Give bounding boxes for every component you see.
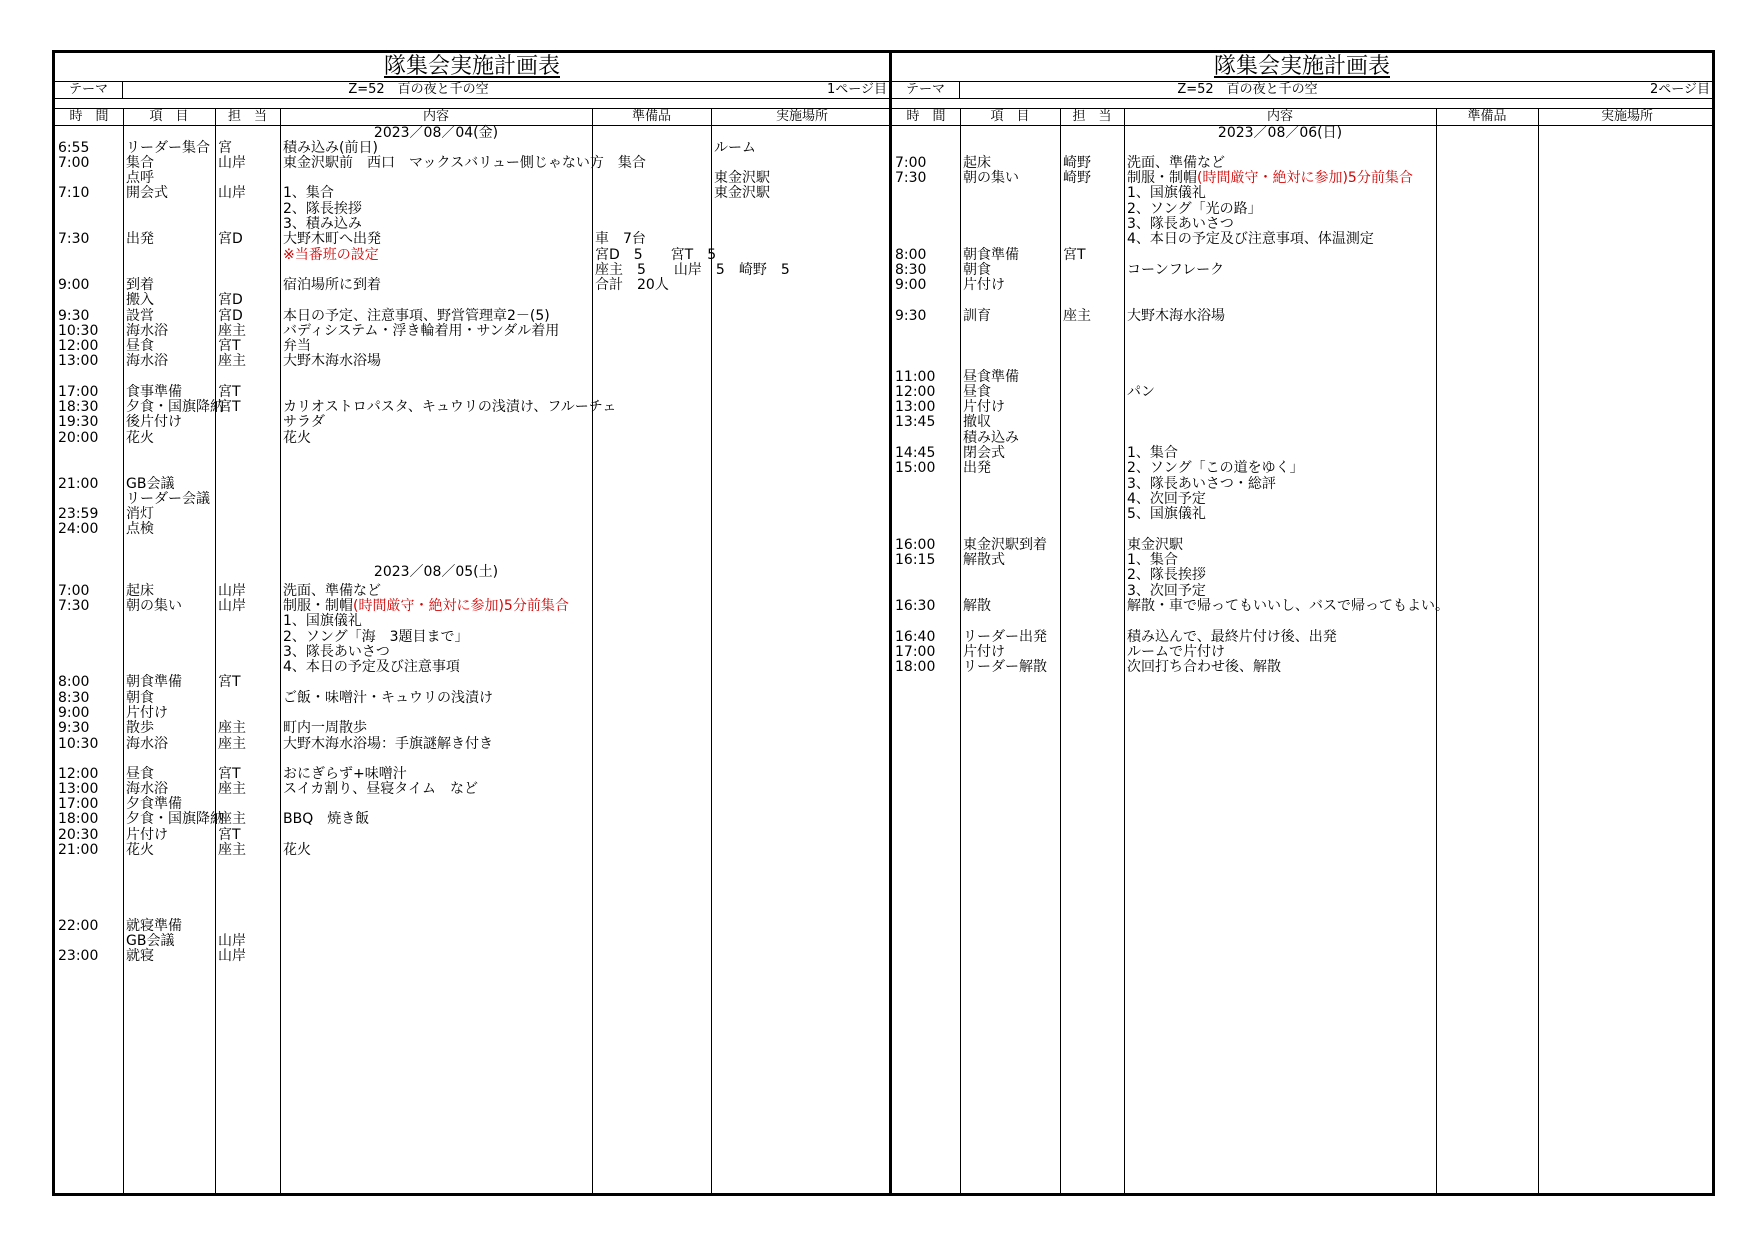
schedule-row [55,674,889,691]
cell-item: 昼食 [963,384,991,400]
header-time: 時 間 [69,109,109,124]
cell-person: 座主 [218,720,246,736]
cell-person: 座主 [218,323,246,339]
cell-item: 東金沢駅到着 [963,537,1047,553]
cell-item: 積み込み [963,430,1019,446]
cell-content: 3、次回予定 [1127,583,1206,599]
cell-content: スイカ割り、昼寝タイム など [283,781,479,797]
cell-time: 11:00 [895,369,936,385]
schedule-row [892,231,1712,248]
cell-content: 1、国旗儀礼 [283,613,362,629]
cell-content: パン [1127,384,1155,400]
header-content: 内容 [422,109,449,124]
cell-time: 9:00 [58,705,90,721]
header-place: 実施場所 [1600,109,1653,124]
cell-content: 積み込み(前日) [283,140,378,156]
schedule-row [892,659,1712,676]
cell-content: 3、隊長あいさつ [1127,216,1234,232]
cell-item: 海水浴 [126,781,168,797]
header-supplies: 準備品 [1467,109,1507,124]
schedule-row [892,414,1712,431]
cell-content: 次回打ち合わせ後、解散 [1127,659,1281,675]
cell-item: 設営 [126,308,154,324]
sheet-title-row [892,53,1712,82]
cell-item: 撤収 [963,414,991,430]
cell-content: 積み込んで、最終片付け後、出発 [1127,629,1337,645]
cell-time: 7:30 [58,598,90,614]
cell-time: 17:00 [895,644,936,660]
schedule-row [55,292,889,309]
theme-label: テーマ [892,81,960,98]
schedule-row [55,842,889,859]
cell-content: サラダ [283,414,325,430]
cell-person: 崎野 [1063,170,1091,186]
schedule-sheet-page-1 [52,50,892,1196]
cell-item: 片付け [963,644,1005,660]
cell-time: 13:00 [58,781,99,797]
theme-row [892,81,1712,99]
cell-content: 1、集合 [283,185,334,201]
cell-content: ルームで片付け [1127,644,1225,660]
cell-item: 出発 [963,460,991,476]
cell-place: 東金沢駅 [714,170,770,186]
cell-time: 19:30 [58,414,99,430]
schedule-row [55,736,889,753]
schedule-row [892,308,1712,325]
theme-value: Z=52 百の夜と千の空 [348,82,489,97]
cell-item: 搬入 [126,292,154,308]
cell-item: 片付け [963,277,1005,293]
cell-person: 座主 [218,353,246,369]
cell-item: 訓育 [963,308,991,324]
cell-content: 解散・車で帰ってもいいし、バスで帰ってもよい。 [1127,598,1449,614]
cell-content: 3、積み込み [283,216,362,232]
cell-time: 17:00 [58,384,99,400]
cell-content: 東金沢駅前 西口 マックスバリュー側じゃない方 集合 [283,155,646,171]
cell-time: 21:00 [58,476,99,492]
cell-item: 散歩 [126,720,154,736]
cell-person: 宮T [1063,247,1086,263]
cell-time: 9:00 [895,277,927,293]
cell-time: 15:00 [895,460,936,476]
cell-item: 解散式 [963,552,1005,568]
header-person: 担 当 [227,109,267,124]
cell-time: 13:00 [58,353,99,369]
cell-person: 宮D [218,231,243,247]
cell-item: 朝食準備 [963,247,1019,263]
cell-person: 山岸 [218,583,246,599]
cell-content-text: 制服・制帽 [283,598,353,614]
cell-item: 海水浴 [126,736,168,752]
sheet-title: 隊集会実施計画表 [1213,54,1390,79]
cell-place: 東金沢駅 [714,185,770,201]
cell-person: 宮T [218,674,241,690]
cell-time: 7:30 [895,170,927,186]
schedule-row [892,277,1712,294]
column-header-row [892,109,1712,126]
cell-content: 2、隊長挨拶 [283,201,362,217]
cell-item: 点検 [126,521,154,537]
cell-time: 16:40 [895,629,936,645]
schedule-row [55,521,889,538]
cell-item: 夕食・国旗降納 [126,811,224,827]
cell-time: 9:30 [58,720,90,736]
cell-item: リーダー出発 [963,629,1047,645]
cell-time: 20:30 [58,827,99,843]
cell-supplies: 車 7台 [595,231,646,247]
cell-time: 23:00 [58,948,99,964]
cell-content: BBQ 焼き飯 [283,811,370,827]
cell-content: 1、集合 [1127,552,1178,568]
cell-time: 8:00 [895,247,927,263]
cell-content: 大野木海水浴場 [1127,308,1225,324]
header-item: 項 目 [990,109,1030,124]
cell-time: 16:30 [895,598,936,614]
schedule-row [892,506,1712,523]
cell-time: 23:59 [58,506,99,522]
cell-item: GB会議 [126,933,175,949]
cell-item: リーダー集合 [126,140,210,156]
cell-time: 10:30 [58,736,99,752]
cell-content-text: 制服・制帽 [1127,170,1197,186]
cell-person: 山岸 [218,598,246,614]
cell-item: 集合 [126,155,154,171]
header-item: 項 目 [149,109,189,124]
cell-content: ※当番班の設定 [283,247,379,263]
schedule-row [55,231,889,248]
cell-item: リーダー解散 [963,659,1047,675]
cell-content: 3、隊長あいさつ [283,644,390,660]
cell-person: 崎野 [1063,155,1091,171]
cell-content: ご飯・味噌汁・キュウリの浅漬け [283,690,493,706]
cell-content: コーンフレーク [1127,262,1225,278]
date-heading: 2023／08／05(土) [373,564,499,580]
cell-time: 20:00 [58,430,99,446]
schedule-row [892,460,1712,477]
cell-item: 起床 [126,583,154,599]
cell-time: 16:15 [895,552,936,568]
cell-item: 到着 [126,277,154,293]
column-header-row [55,109,889,126]
schedule-row [892,185,1712,202]
sheet-title-row [55,53,889,82]
theme-row [55,81,889,99]
cell-item: 海水浴 [126,323,168,339]
cell-person: 宮D [218,292,243,308]
cell-item: GB会議 [126,476,175,492]
cell-time: 10:30 [58,323,99,339]
cell-time: 7:00 [58,155,90,171]
cell-item: 花火 [126,430,154,446]
cell-item: 昼食 [126,338,154,354]
header-time: 時 間 [906,109,946,124]
cell-content: 町内一周散歩 [283,720,367,736]
cell-item: 就寝 [126,948,154,964]
cell-time: 22:00 [58,918,99,934]
sheet-title: 隊集会実施計画表 [383,54,560,79]
cell-time: 13:00 [895,399,936,415]
cell-person: 宮D [218,308,243,324]
cell-time: 24:00 [58,521,99,537]
page-number: 2ページ目 [1649,82,1710,97]
page-number: 1ページ目 [826,82,887,97]
schedule-row [892,598,1712,615]
schedule-row [892,567,1712,584]
cell-item: 閉会式 [963,445,1005,461]
cell-content-emphasis: (時間厳守・絶対に参加)5分前集合 [353,598,569,614]
cell-item: 片付け [963,399,1005,415]
cell-item: 開会式 [126,185,168,201]
cell-person: 山岸 [218,155,246,171]
cell-item: 片付け [126,827,168,843]
cell-supplies: 合計 20人 [595,277,669,293]
cell-person: 座主 [218,842,246,858]
cell-time: 12:00 [58,766,99,782]
cell-person: 宮T [218,827,241,843]
schedule-row [55,185,889,202]
cell-content-emphasis: (時間厳守・絶対に参加)5分前集合 [1197,170,1413,186]
theme-label: テーマ [55,81,123,98]
cell-item: 起床 [963,155,991,171]
cell-person: 宮T [218,338,241,354]
cell-time: 18:30 [58,399,99,415]
cell-content: 4、次回予定 [1127,491,1206,507]
cell-content: 弁当 [283,338,311,354]
cell-item: 夕食準備 [126,796,182,812]
cell-time: 9:00 [58,277,90,293]
cell-content: 2、ソング「この道をゆく」 [1127,460,1304,476]
cell-person: 宮T [218,384,241,400]
cell-time: 12:00 [895,384,936,400]
cell-person: 山岸 [218,933,246,949]
cell-place: ルーム [714,140,756,156]
cell-item: 朝の集い [963,170,1019,186]
cell-content: 東金沢駅 [1127,537,1183,553]
cell-time: 6:55 [58,140,90,156]
header-supplies: 準備品 [631,109,671,124]
cell-item: 海水浴 [126,353,168,369]
cell-content: 1、国旗儀礼 [1127,185,1206,201]
cell-item: 朝の集い [126,598,182,614]
cell-content: 2、ソング「海 3題目まで」 [283,629,469,645]
schedule-row [55,811,889,828]
spacer-row [55,99,889,109]
cell-time: 9:30 [895,308,927,324]
cell-content: 3、隊長あいさつ・総評 [1127,476,1276,492]
cell-item: 後片付け [126,414,182,430]
cell-content: 5、国旗儀礼 [1127,506,1206,522]
cell-time: 18:00 [58,811,99,827]
cell-time: 13:45 [895,414,936,430]
cell-item: 花火 [126,842,154,858]
cell-content: 花火 [283,842,311,858]
cell-item: 解散 [963,598,991,614]
cell-content: 大野木海水浴場：手旗謎解き付き [283,736,493,752]
cell-time: 12:00 [58,338,99,354]
cell-time: 7:00 [58,583,90,599]
schedule-row [55,613,889,630]
cell-item: 消灯 [126,506,154,522]
cell-item: 片付け [126,705,168,721]
schedule-row [55,414,889,431]
cell-content: 宿泊場所に到着 [283,277,381,293]
cell-content: バディシステム・浮き輪着用・サンダル着用 [283,323,560,339]
date-heading: 2023／08／04(金) [373,125,499,141]
cell-person: 宮 [218,140,232,156]
cell-supplies: 宮D 5 宮T 5 [595,247,717,263]
cell-item: 昼食 [126,766,154,782]
cell-time: 21:00 [58,842,99,858]
header-place: 実施場所 [775,109,828,124]
cell-time: 16:00 [895,537,936,553]
cell-content: おにぎらず+味噌汁 [283,766,407,782]
cell-time: 8:30 [58,690,90,706]
cell-item: 朝食準備 [126,674,182,690]
cell-content: 1、集合 [1127,445,1178,461]
cell-person: 座主 [1063,308,1091,324]
cell-item: 昼食準備 [963,369,1019,385]
schedule-row [55,430,889,447]
cell-content: 2、隊長挨拶 [1127,567,1206,583]
cell-item: 朝食 [126,690,154,706]
cell-content: カリオストロパスタ、キュウリの浅漬け、フルーチェ [283,399,617,415]
cell-supplies: 座主 5 山岸 5 崎野 5 [595,262,790,278]
cell-content: 大野木海水浴場 [283,353,381,369]
cell-content: 2、ソング「光の路」 [1127,201,1262,217]
cell-time: 18:00 [895,659,936,675]
cell-person: 宮T [218,766,241,782]
cell-time: 7:00 [895,155,927,171]
theme-value: Z=52 百の夜と千の空 [1177,82,1318,97]
cell-person: 宮T [218,399,241,415]
schedule-row [55,353,889,370]
cell-person: 山岸 [218,948,246,964]
cell-time: 14:45 [895,445,936,461]
cell-item: 食事準備 [126,384,182,400]
spacer-row [892,99,1712,109]
cell-time: 7:30 [58,231,90,247]
cell-person: 山岸 [218,185,246,201]
cell-item: 夕食・国旗降納 [126,399,224,415]
schedule-row [55,720,889,737]
cell-item: 点呼 [126,170,154,186]
cell-time: 17:00 [58,796,99,812]
cell-time: 8:00 [58,674,90,690]
cell-item: リーダー会議 [126,491,210,507]
cell-content: 花火 [283,430,311,446]
cell-item: 朝食 [963,262,991,278]
cell-content: 4、本日の予定及び注意事項 [283,659,460,675]
cell-content: 洗面、準備など [283,583,381,599]
header-person: 担 当 [1072,109,1112,124]
cell-time: 7:10 [58,185,90,201]
cell-content: 本日の予定、注意事項、野営管理章2－(5) [283,308,550,324]
schedule-row [55,948,889,965]
cell-item: 就寝準備 [126,918,182,934]
cell-time: 9:30 [58,308,90,324]
cell-person: 座主 [218,781,246,797]
cell-person: 座主 [218,736,246,752]
cell-item: 出発 [126,231,154,247]
cell-content: 洗面、準備など [1127,155,1225,171]
cell-time: 8:30 [895,262,927,278]
date-heading: 2023／08／06(日) [1217,125,1343,141]
schedule-sheet-page-2 [889,50,1715,1196]
cell-person: 座主 [218,811,246,827]
header-content: 内容 [1266,109,1293,124]
cell-content: 大野木町へ出発 [283,231,381,247]
cell-content: 4、本日の予定及び注意事項、体温測定 [1127,231,1374,247]
